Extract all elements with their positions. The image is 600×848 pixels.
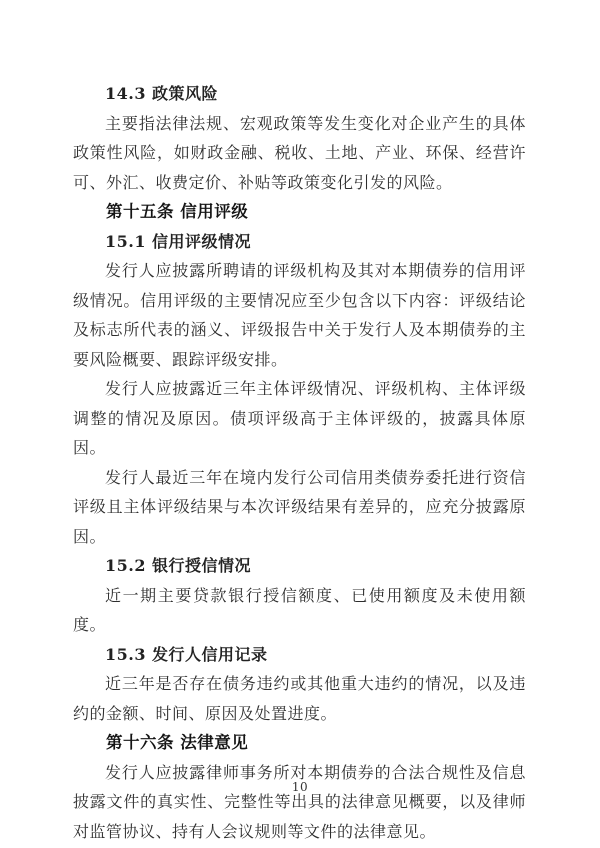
document-content [73,79,526,846]
section-heading-15-1: 15.1 信用评级情况 [105,231,252,251]
section-heading-15-2: 15.2 银行授信情况 [105,556,252,575]
section-heading-14-3: 14.3 政策风险 [105,84,219,103]
paragraph-rating-disclosure: 发行人应披露所聘请的评级机构及其对本期债券的信用评级情况。信用评级的主要情况应至少包含以下内容：评级结论及标志所代表的涵义、评级报告中关于发行人及本期债券的主要风险概要、跟踪评级安排。 [73,261,526,369]
paragraph-legal-opinion: 发行人应披露律师事务所对本期债券的合法合规性及信息披露文件的真实性、完整性等出具的法律意见概要，以及律师对监管协议、持有人会议规则等文件的法律意见。 [73,762,526,841]
section-heading-15-3: 15.3 发行人信用记录 [105,644,268,664]
chapter-heading-15-credit-rating: 第十五条 信用评级 [106,202,249,221]
paragraph-rating-history: 发行人应披露近三年主体评级情况、评级机构、主体评级调整的情况及原因。债项评级高于主体评级的，披露具体原因。 [73,379,526,457]
page-number: 10 [291,780,309,794]
chapter-heading-16-legal-opinion: 第十六条 法律意见 [106,733,249,752]
paragraph-rating-difference: 发行人最近三年在境内发行公司信用类债券委托进行资信评级且主体评级结果与本次评级结果有差异的，应充分披露原因。 [73,467,526,546]
paragraph-policy-risk: 主要指法律法规、宏观政策等发生变化对企业产生的具体政策性风险，如财政金融、税收、土地、产业、环保、经营许可、外汇、收费定价、补贴等政策变化引发的风险。 [73,113,526,192]
paragraph-bank-credit: 近一期主要贷款银行授信额度、已使用额度及未使用额度。 [73,585,526,634]
paragraph-credit-record: 近三年是否存在债务违约或其他重大违约的情况，以及违约的金额、时间、原因及处置进度。 [73,674,526,723]
